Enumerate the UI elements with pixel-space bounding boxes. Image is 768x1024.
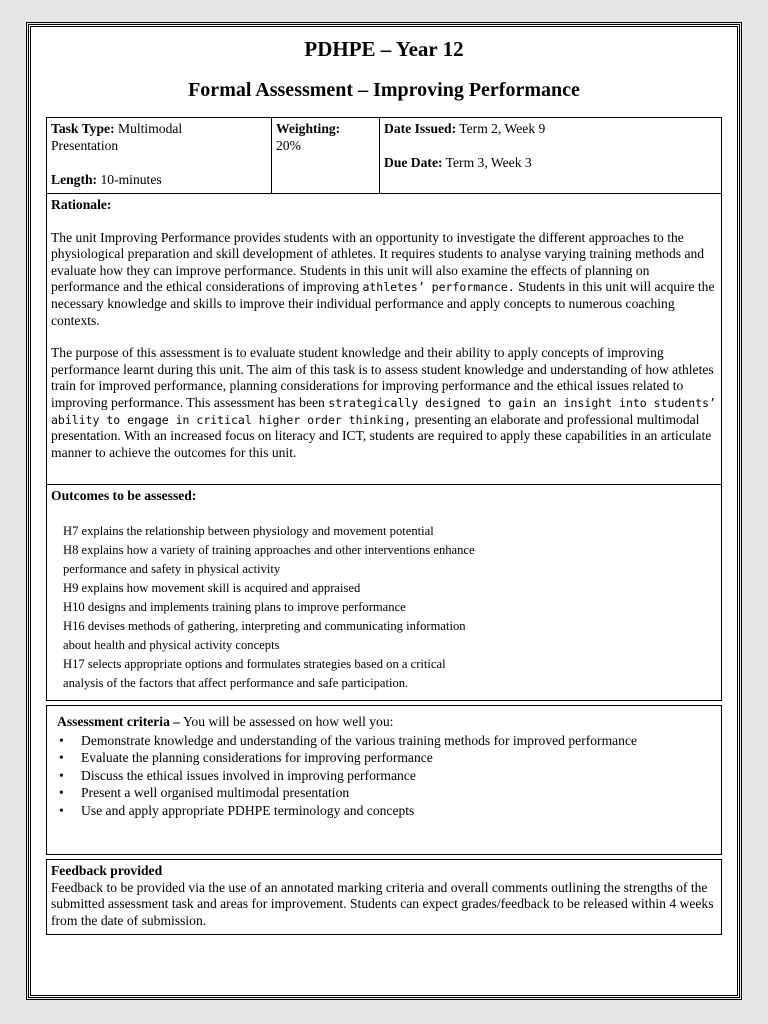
criteria-item: • Evaluate the planning considerations for improving performance [57, 749, 711, 767]
rationale-heading: Rationale: [51, 197, 112, 212]
outcomes-heading: Outcomes to be assessed: [51, 488, 197, 503]
task-details-table [46, 117, 722, 701]
outcome-line: performance and safety in physical activity [63, 561, 281, 576]
criteria-item: • Discuss the ethical issues involved in improving performance [57, 767, 711, 785]
outcome-line: H9 explains how movement skill is acquired and appraised [63, 580, 361, 595]
task-type-value: Multimodal [118, 121, 183, 136]
feedback-heading: Feedback provided [51, 863, 163, 878]
criteria-intro: You will be assessed on how well you: [182, 714, 394, 729]
rationale-paragraph-1: The unit Improving Performance provides students with an opportunity to investigate the different approaches to the physiological preparation and skill development of athletes. It requires students to analyse varying training methods and evaluate how they can improve performance. Students in this unit will also examine the effects of planning on performance and the ethical considerations of improving athletes’ performance. Students in this unit will acquire the necessary knowledge and skills to improve their individual performance and apply concepts to numerous coaching contexts. [51, 229, 715, 328]
feedback-box [46, 859, 722, 935]
due-date-value: Term 3, Week 3 [445, 154, 532, 170]
criteria-item: • Present a well organised multimodal presentation [57, 784, 711, 802]
outcome-line: H10 designs and implements training plans to improve performance [63, 599, 406, 614]
page-subtitle: Formal Assessment – Improving Performance [188, 79, 580, 101]
criteria-list [57, 732, 711, 820]
outcome-line: H17 selects appropriate options and formulates strategies based on a critical [63, 656, 446, 671]
rationale-section [47, 194, 721, 485]
outcome-line: about health and physical activity concepts [63, 637, 280, 652]
length-value: 10-minutes [100, 172, 162, 188]
date-issued-value: Term 2, Week 9 [459, 121, 546, 136]
weighting-label: Weighting: [276, 121, 341, 136]
outcome-line: H7 explains the relationship between physiology and movement potential [63, 523, 434, 538]
outcome-line: analysis of the factors that affect performance and safe participation. [63, 675, 409, 690]
outcomes-section [47, 485, 721, 702]
weighting-cell [272, 118, 380, 193]
date-issued-label: Date Issued: [384, 121, 457, 136]
dates-cell [380, 118, 721, 193]
weighting-value: 20% [276, 137, 301, 153]
task-type-cell [47, 118, 272, 193]
task-type-value-2: Presentation [51, 137, 119, 153]
outcome-line: H16 devises methods of gathering, interpreting and communicating information [63, 618, 466, 633]
outcomes-list [63, 522, 717, 693]
criteria-item: • Demonstrate knowledge and understanding of the various training methods for improved performance [57, 732, 711, 750]
length-label: Length: [51, 172, 98, 188]
criteria-heading: Assessment criteria – [57, 714, 181, 729]
details-row [47, 118, 721, 194]
assessment-criteria-box [46, 705, 722, 855]
rationale-paragraph-2: The purpose of this assessment is to evaluate student knowledge and their ability to apply concepts of improving performance learnt during this unit. The aim of this task is to assess student knowledge and understanding of how athletes train for improved performance, planning considerations for improving performance and the ethical issues related to improving performance. This assessment has been strategically designed to gain an insight into students’ ability to engage in critical higher order thinking, presenting an elaborate and professional multimodal presentation. With an increased focus on literacy and ICT, students are required to apply these capabilities in an articulate manner to achieve the outcomes for this unit. [51, 345, 716, 460]
task-type-label: Task Type: [51, 121, 115, 136]
criteria-item: • Use and apply appropriate PDHPE terminology and concepts [57, 802, 711, 820]
page-title: PDHPE – Year 12 [304, 37, 464, 61]
outcome-line: H8 explains how a variety of training approaches and other interventions enhance [63, 542, 475, 557]
due-date-label: Due Date: [384, 154, 443, 170]
feedback-text: Feedback to be provided via the use of an annotated marking criteria and overall comments outlining the strengths of the submitted assessment task and areas for improvement. Students can expect grades/feedback to be released within 4 weeks from the date of submission. [51, 879, 714, 928]
assessment-page [28, 24, 740, 998]
